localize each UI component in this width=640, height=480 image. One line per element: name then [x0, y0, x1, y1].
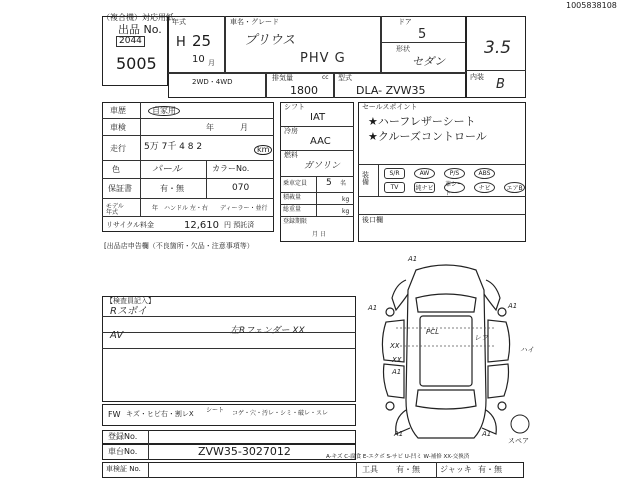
mark-a1-right: A1: [508, 302, 518, 310]
shift-label: シフト: [284, 103, 305, 111]
displacement-label: 排気量: [272, 74, 293, 82]
inspector-line-2: AV: [110, 330, 124, 341]
year-label: 年式: [172, 18, 186, 26]
color-value: パール: [152, 164, 182, 175]
damage-legend: A-キズ C-腐食 E-エクボ S-サビ U-凹ミ W-補修 XX-交換済: [326, 454, 470, 460]
reg-label: 登録No.: [108, 432, 138, 441]
inspector-line-3: 左Rフェンダー XX: [230, 326, 305, 336]
door-label: ドア: [398, 18, 412, 26]
mark-a1-mid: A1: [392, 368, 402, 376]
mileage-unit: km: [254, 145, 272, 155]
color-no-label: カラーNo.: [212, 164, 250, 173]
lot-title: 出品 No.: [118, 23, 162, 36]
inspector-label: 【検査員記入】: [106, 297, 155, 305]
expiry-unit: 月 日: [312, 231, 326, 238]
header-text: （複合機）対応用紙: [102, 13, 174, 22]
displacement-unit: cc: [322, 74, 329, 81]
car-name: プリウス: [244, 33, 296, 48]
name-label: 車名・グレード: [230, 18, 279, 26]
header-code: 1005838108: [566, 1, 617, 10]
inspection-label: 車検: [110, 123, 126, 132]
lot-stamp: 2044: [116, 36, 145, 47]
equip-tv: TV: [384, 182, 405, 193]
year-era: H: [176, 35, 186, 50]
model-year-unit: 年: [152, 205, 159, 212]
frame-label: 車台No.: [108, 447, 138, 456]
equip-navi2: ナビ: [474, 182, 495, 193]
year-month: 10: [192, 54, 205, 65]
seat-text: コゲ・穴・汚レ・シミ・破レ・スレ: [232, 410, 329, 417]
fuel-value: ガソリン: [304, 161, 341, 171]
aircon-label: 冷房: [284, 127, 298, 135]
inspector-line-1: Rスポイ: [110, 306, 147, 317]
weight-label: 総重量: [283, 206, 302, 213]
model-value: DLA- ZVW35: [356, 84, 426, 97]
equip-ps: P/S: [444, 168, 465, 179]
equipment-label: 装備: [362, 171, 369, 186]
dealer-label: ディーラー・並行: [220, 205, 268, 212]
mileage-value: 5万 7千 4 8 2: [144, 142, 203, 152]
mark-hai: ハイ: [520, 346, 534, 354]
recycle-unit: 円 預託済: [224, 221, 255, 229]
model-year-label: モデル年式: [106, 203, 124, 216]
tools-label: 工具: [362, 465, 378, 474]
defect-label: [出品店申告欄（不良箇所・欠品・注意事項等）: [104, 242, 254, 250]
equip-sr: S/R: [384, 168, 405, 179]
aircon-value: AAC: [310, 136, 331, 147]
recycle-value: 12,610: [184, 220, 219, 231]
spare-label: スペア: [508, 437, 529, 445]
color-no-value: 070: [232, 183, 250, 193]
car-diagram: [356, 250, 536, 455]
mark-a1-br: A1: [482, 430, 492, 438]
lot-number: 5005: [116, 54, 157, 73]
jack-label: ジャッキ: [440, 465, 472, 474]
fw-text: キズ・ヒビ右・割レX: [126, 410, 194, 418]
model-label: 型式: [338, 74, 352, 82]
type-value: 自家用: [148, 106, 180, 116]
recycle-label: リサイクル料金: [106, 221, 155, 229]
mark-xx-2: XX: [392, 356, 402, 364]
color-label: 色: [112, 165, 120, 174]
capacity-label: 乗車定員: [283, 180, 308, 187]
load-label: 積載量: [283, 194, 302, 201]
capacity-unit: 名: [340, 180, 347, 187]
equip-aw: AW: [414, 168, 435, 179]
frame-value: ZVW35-3027012: [198, 445, 291, 458]
mark-a1-bl: A1: [394, 430, 404, 438]
equip-airbag: エアB: [504, 182, 525, 193]
sales-label: セールスポイント: [362, 103, 418, 111]
notes-label: 後口欄: [362, 216, 383, 224]
tools-value: 有・無: [396, 465, 420, 474]
mark-lf: レフ: [474, 334, 488, 342]
weight-unit: kg: [342, 208, 350, 215]
equip-leather: 革シート: [445, 180, 464, 197]
jack-value: 有・無: [478, 465, 502, 474]
drive-label: 2WD・4WD: [192, 78, 233, 86]
interior-value: B: [496, 77, 505, 92]
interior-label: 内装: [470, 73, 484, 81]
fw-label: FW: [108, 410, 121, 419]
capacity-value: 5: [326, 178, 332, 188]
fuel-label: 燃料: [284, 151, 298, 159]
mark-pcl: PCL: [426, 328, 440, 336]
score-value: 3.5: [484, 38, 512, 58]
inspection-month-unit: 月: [240, 123, 248, 132]
year-value: 25: [192, 32, 212, 50]
mark-a1-top: A1: [408, 255, 418, 263]
door-value: 5: [418, 27, 427, 42]
sales-point-1: ★ハーフレザーシート: [368, 115, 476, 128]
warranty-label: 保証書: [108, 184, 132, 193]
mark-a1-left: A1: [368, 304, 378, 312]
seat-label: シート: [206, 407, 225, 414]
mark-xx-1: XX: [390, 342, 400, 350]
body-style-label: 形状: [396, 45, 410, 53]
car-grade: PHV G: [300, 51, 346, 66]
sales-point-2: ★クルーズコントロール: [368, 130, 487, 143]
cert-label: 車検証 No.: [106, 465, 141, 473]
equip-navi: 純ナビ: [414, 182, 435, 193]
year-month-unit: 月: [208, 59, 215, 67]
equip-abs: ABS: [474, 168, 495, 179]
load-unit: kg: [342, 196, 350, 203]
handle-label: ハンドル 左・右: [164, 205, 208, 212]
displacement-value: 1800: [290, 84, 318, 97]
reg-row: [102, 430, 356, 444]
inspection-year-unit: 年: [206, 123, 214, 132]
warranty-value: 有・無: [160, 184, 184, 193]
expiry-label: 登録期限: [283, 218, 308, 225]
mileage-label: 走行: [110, 144, 126, 153]
body-style-value: セダン: [412, 55, 446, 68]
type-label: 車歴: [110, 106, 126, 115]
shift-value: IAT: [310, 112, 326, 123]
